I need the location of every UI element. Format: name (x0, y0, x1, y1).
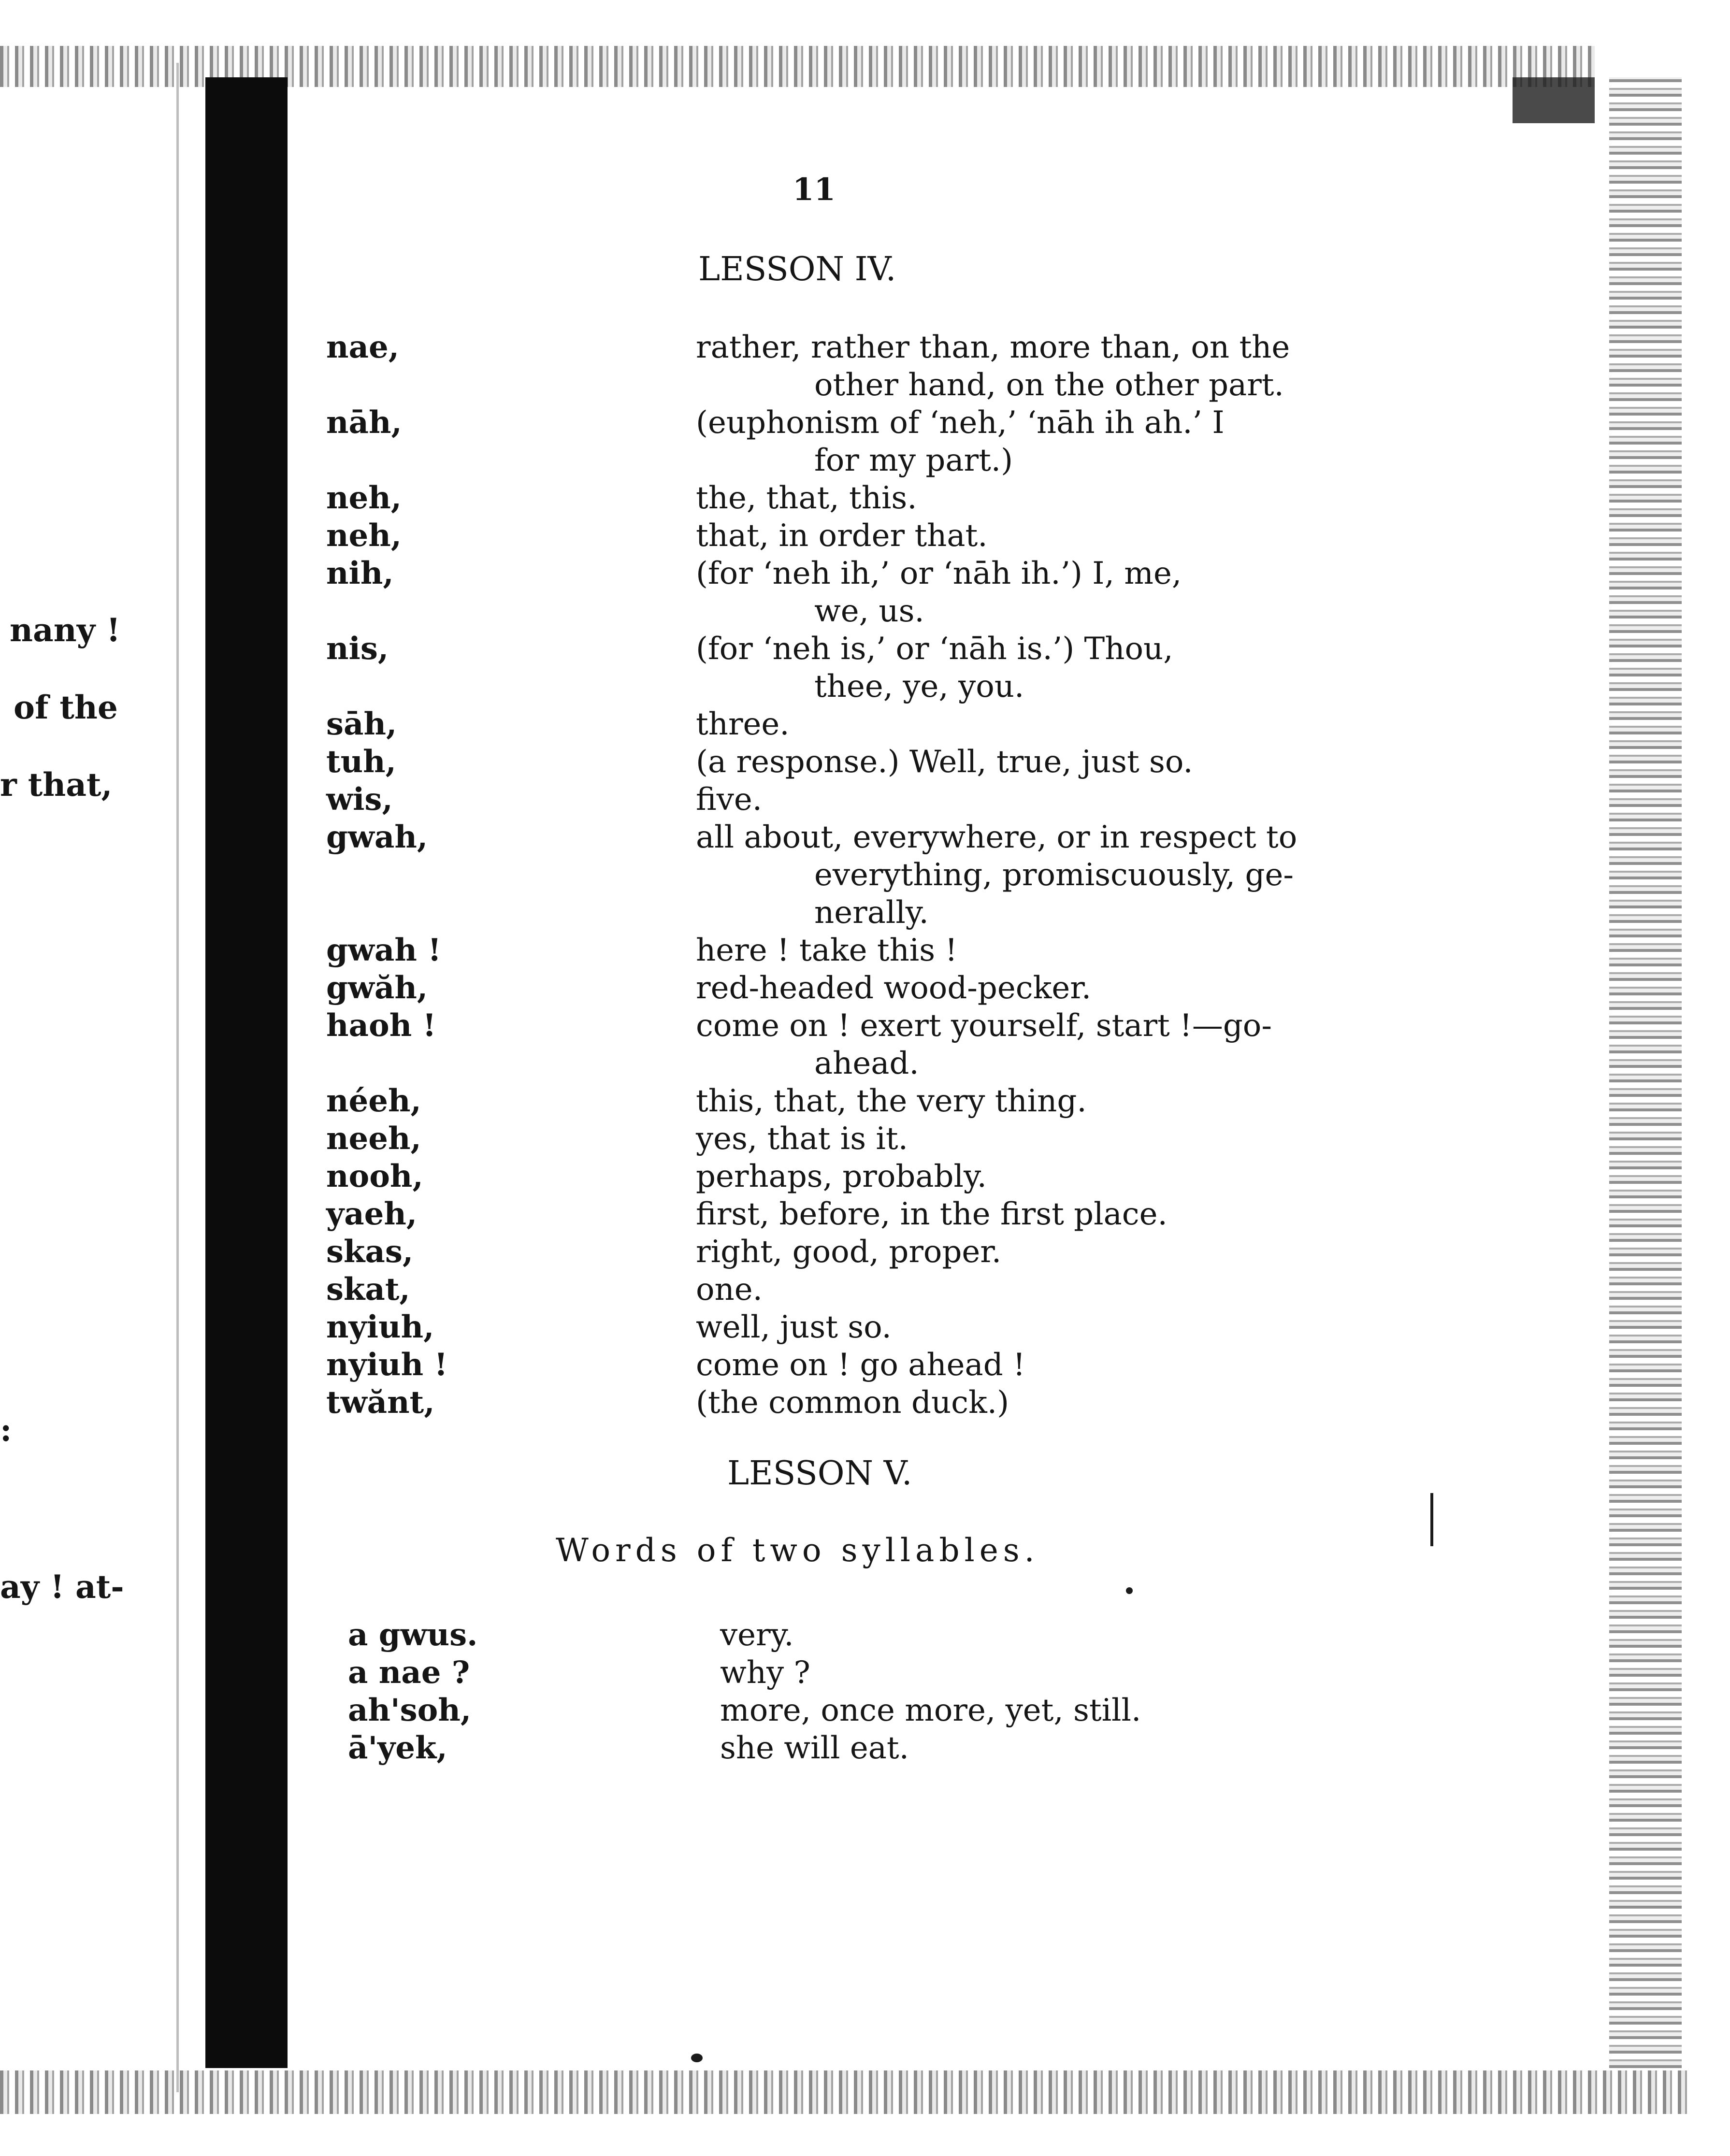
definition-line: perhaps, probably. (696, 1159, 987, 1194)
left-page-fragment: nany ! (10, 611, 121, 649)
vocabulary-definition (696, 1384, 1009, 1422)
definition-line: come on ! go ahead ! (696, 1347, 1025, 1383)
definition-line: all about, everywhere, or in respect to (696, 819, 1298, 855)
left-page-fragment: : (0, 1411, 12, 1449)
definition-line: one. (696, 1272, 763, 1308)
vocabulary-word: sāh, (326, 706, 397, 742)
vocabulary-definition (696, 517, 988, 555)
vocabulary-word: nyiuh ! (326, 1347, 448, 1383)
definition-line: well, just so. (696, 1309, 892, 1345)
vocabulary-definition (696, 1233, 1001, 1271)
definition-line: more, once more, yet, still. (720, 1693, 1141, 1728)
vocabulary-definition (696, 404, 1225, 479)
left-page-fragment: ay ! at- (0, 1568, 124, 1606)
ink-mark (1430, 1493, 1433, 1546)
vocabulary-word: yaeh, (326, 1196, 418, 1232)
vocabulary-definition (696, 1082, 1087, 1120)
vocabulary-word: haoh ! (326, 1007, 436, 1044)
vocabulary-definition (696, 969, 1091, 1007)
vocabulary-word: nooh, (326, 1158, 423, 1194)
definition-line: why ? (720, 1655, 810, 1691)
vocabulary-definition (720, 1729, 909, 1767)
lesson-5-heading: LESSON V. (727, 1454, 912, 1493)
vocabulary-word: skat, (326, 1271, 410, 1308)
definition-line: (for ‘neh is,’ or ‘nāh is.’) Thou, (696, 631, 1173, 667)
definition-line: other hand, on the other part. (814, 367, 1284, 403)
vocabulary-definition (696, 1195, 1168, 1233)
vocabulary-word: nāh, (326, 404, 402, 441)
definition-line: that, in order that. (696, 518, 988, 554)
definition-line: (the common duck.) (696, 1385, 1009, 1421)
vocabulary-word: nis, (326, 631, 389, 667)
vocabulary-definition (720, 1692, 1141, 1729)
vocabulary-definition (720, 1654, 810, 1692)
lesson-5-subheading: Words of two syllables. (556, 1532, 1039, 1569)
vocabulary-definition (696, 705, 790, 743)
definition-line: here ! take this ! (696, 933, 958, 968)
vocabulary-definition (696, 1158, 987, 1195)
scan-edge-bottom (0, 2070, 1691, 2114)
definition-line: red-headed wood-pecker. (696, 970, 1092, 1006)
ink-dot (691, 2054, 703, 2062)
vocabulary-word: néeh, (326, 1083, 421, 1119)
definition-line: for my part.) (814, 443, 1013, 478)
lesson-4-heading: LESSON IV. (698, 250, 896, 288)
definition-line: (for ‘neh ih,’ or ‘nāh ih.’) I, me, (696, 556, 1182, 591)
vocabulary-word: neeh, (326, 1121, 421, 1157)
definition-line: the, that, this. (696, 480, 917, 516)
definition-line: right, good, proper. (696, 1234, 1002, 1270)
definition-line: (euphonism of ‘neh,’ ‘nāh ih ah.’ I (696, 405, 1225, 441)
vocabulary-word: ah'soh, (348, 1692, 472, 1728)
vocabulary-word: neh, (326, 517, 402, 554)
definition-line: very. (720, 1617, 794, 1653)
definition-line: everything, promiscuously, ge- (814, 857, 1294, 893)
left-page-fragment: of the (14, 689, 118, 726)
vocabulary-word: a gwus. (348, 1617, 478, 1653)
vocabulary-word: tuh, (326, 744, 396, 780)
page-number: 11 (793, 172, 836, 208)
definition-line: we, us. (814, 593, 924, 629)
vocabulary-word: twănt, (326, 1384, 435, 1421)
definition-line: she will eat. (720, 1730, 909, 1766)
vocabulary-definition (696, 1120, 908, 1158)
vocabulary-definition (696, 1271, 763, 1308)
ink-dot (1126, 1587, 1133, 1594)
vocabulary-definition (696, 329, 1290, 404)
vocabulary-word: skas, (326, 1234, 414, 1270)
vocabulary-word: nae, (326, 329, 399, 365)
vocabulary-word: gwăh, (326, 970, 428, 1006)
definition-line: this, that, the very thing. (696, 1083, 1087, 1119)
vocabulary-definition (696, 781, 762, 819)
vocabulary-definition (696, 1308, 892, 1346)
vocabulary-definition (696, 555, 1182, 630)
definition-line: five. (696, 782, 763, 818)
vocabulary-definition (696, 630, 1173, 705)
definition-line: nerally. (814, 895, 929, 931)
definition-line: (a response.) Well, true, just so. (696, 744, 1193, 780)
vocabulary-word: gwah, (326, 819, 428, 855)
definition-line: first, before, in the first place. (696, 1196, 1168, 1232)
vocabulary-word: nyiuh, (326, 1309, 434, 1345)
definition-line: rather, rather than, more than, on the (696, 330, 1290, 365)
vocabulary-word: nih, (326, 555, 394, 591)
vocabulary-word: neh, (326, 480, 402, 516)
vocabulary-word: wis, (326, 781, 393, 818)
vocabulary-definition (696, 1346, 1025, 1384)
scan-edge-right (1609, 77, 1682, 2068)
left-page-fragment: r that, (0, 766, 113, 804)
vocabulary-definition (720, 1616, 794, 1654)
vocabulary-definition (696, 479, 917, 517)
vocabulary-word: gwah ! (326, 932, 442, 968)
definition-line: three. (696, 706, 790, 742)
vocabulary-word: a nae ? (348, 1654, 470, 1691)
vocabulary-definition (696, 819, 1297, 932)
vocabulary-definition (696, 743, 1193, 781)
definition-line: come on ! exert yourself, start !—go- (696, 1008, 1272, 1044)
vocabulary-definition (696, 932, 957, 969)
gutter-fold-line (176, 63, 179, 2092)
vocabulary-definition (696, 1007, 1272, 1082)
definition-line: yes, that is it. (696, 1121, 908, 1157)
scan-edge-corner (1513, 77, 1595, 123)
vocabulary-word: ā'yek, (348, 1730, 447, 1766)
gutter-shadow-bar (205, 77, 288, 2068)
definition-line: thee, ye, you. (814, 669, 1024, 704)
definition-line: ahead. (814, 1046, 919, 1081)
